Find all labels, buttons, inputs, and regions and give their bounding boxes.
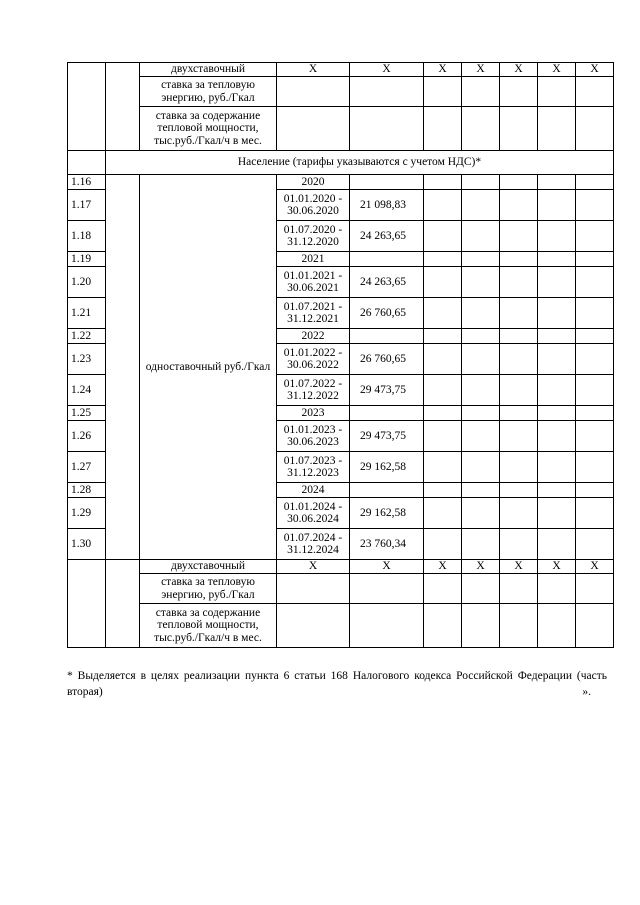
- cell-empty: [462, 574, 500, 604]
- cell-empty: [68, 560, 106, 648]
- tariff-value: 21 098,83: [350, 190, 424, 221]
- cell-empty: [576, 452, 614, 483]
- row-number: 1.20: [68, 267, 106, 298]
- x-cell: Х: [277, 63, 350, 77]
- row-number: 1.28: [68, 483, 106, 498]
- capacity-rate-label: ставка за содержание тепловой мощности, тыс.руб./Гкал/ч в мес.: [140, 604, 277, 648]
- cell-empty: [576, 267, 614, 298]
- cell-empty: [424, 452, 462, 483]
- tariff-value: [350, 329, 424, 344]
- cell-empty: [576, 344, 614, 375]
- single-rate-label: одноставочный руб./Гкал: [140, 175, 277, 560]
- cell-empty: [576, 298, 614, 329]
- cell-empty: [500, 604, 538, 648]
- period-cell: 01.01.2022 - 30.06.2022: [277, 344, 350, 375]
- period-cell: 01.01.2021 - 30.06.2021: [277, 267, 350, 298]
- period-cell: 01.07.2021 - 31.12.2021: [277, 298, 350, 329]
- cell-empty: [500, 529, 538, 560]
- x-cell: Х: [500, 560, 538, 574]
- x-cell: Х: [350, 560, 424, 574]
- cell-empty: [538, 574, 576, 604]
- cell-empty: [277, 574, 350, 604]
- cell-empty: [500, 175, 538, 190]
- row-number: 1.27: [68, 452, 106, 483]
- row-number: 1.24: [68, 375, 106, 406]
- cell-empty: [424, 190, 462, 221]
- cell-empty: [424, 175, 462, 190]
- tariff-table: [67, 62, 614, 648]
- cell-empty: [538, 190, 576, 221]
- period-cell: 01.07.2023 - 31.12.2023: [277, 452, 350, 483]
- cell-empty: [462, 344, 500, 375]
- population-header: Население (тарифы указываются с учетом НДС)*: [106, 151, 614, 175]
- cell-empty: [538, 298, 576, 329]
- cell-empty: [462, 190, 500, 221]
- row-number: 1.21: [68, 298, 106, 329]
- period-cell: 2023: [277, 406, 350, 421]
- cell-empty: [68, 151, 106, 175]
- footnote-text: * Выделяется в целях реализации пункта 6 статьи 168 Налогового кодекса Российской Федерации (часть вторая): [67, 670, 607, 698]
- cell-empty: [500, 498, 538, 529]
- cell-empty: [576, 574, 614, 604]
- x-cell: Х: [350, 63, 424, 77]
- row-number: 1.26: [68, 421, 106, 452]
- cell-empty: [576, 375, 614, 406]
- period-cell: 01.07.2020 - 31.12.2020: [277, 221, 350, 252]
- cell-empty: [424, 298, 462, 329]
- row-number: 1.23: [68, 344, 106, 375]
- capacity-rate-label: ставка за содержание тепловой мощности, тыс.руб./Гкал/ч в мес.: [140, 107, 277, 151]
- row-number: 1.18: [68, 221, 106, 252]
- cell-empty: [500, 221, 538, 252]
- table-row: [68, 175, 614, 190]
- period-cell: 01.01.2020 - 30.06.2020: [277, 190, 350, 221]
- row-number: 1.16: [68, 175, 106, 190]
- period-cell: 01.07.2024 - 31.12.2024: [277, 529, 350, 560]
- cell-empty: [277, 604, 350, 648]
- x-cell: Х: [424, 560, 462, 574]
- x-cell: Х: [576, 63, 614, 77]
- tariff-value: 24 263,65: [350, 221, 424, 252]
- tariff-value: 23 760,34: [350, 529, 424, 560]
- cell-empty: [576, 190, 614, 221]
- cell-empty: [500, 452, 538, 483]
- cell-empty: [424, 252, 462, 267]
- footnote: [67, 668, 607, 700]
- two-rate-label: двухставочный: [140, 63, 277, 77]
- cell-empty: [462, 421, 500, 452]
- cell-empty: [538, 267, 576, 298]
- period-cell: 2022: [277, 329, 350, 344]
- row-number: 1.17: [68, 190, 106, 221]
- cell-empty: [576, 483, 614, 498]
- cell-empty: [424, 574, 462, 604]
- cell-empty: [538, 452, 576, 483]
- cell-empty: [500, 483, 538, 498]
- period-cell: 2020: [277, 175, 350, 190]
- tariff-value: 29 162,58: [350, 498, 424, 529]
- period-cell: 01.07.2022 - 31.12.2022: [277, 375, 350, 406]
- cell-empty: [350, 574, 424, 604]
- cell-empty: [500, 252, 538, 267]
- cell-empty: [106, 175, 140, 560]
- cell-empty: [68, 63, 106, 151]
- cell-empty: [576, 529, 614, 560]
- row-number: 1.19: [68, 252, 106, 267]
- cell-empty: [538, 604, 576, 648]
- cell-empty: [462, 375, 500, 406]
- cell-empty: [576, 604, 614, 648]
- cell-empty: [462, 529, 500, 560]
- cell-empty: [462, 498, 500, 529]
- table-row: [68, 574, 614, 604]
- energy-rate-label: ставка за тепловую энергию, руб./Гкал: [140, 77, 277, 107]
- cell-empty: [538, 406, 576, 421]
- x-cell: Х: [538, 63, 576, 77]
- table-row: [68, 604, 614, 648]
- tariff-value: 24 263,65: [350, 267, 424, 298]
- cell-empty: [106, 560, 140, 648]
- cell-empty: [424, 406, 462, 421]
- tariff-value: 26 760,65: [350, 344, 424, 375]
- table-row: [68, 63, 614, 77]
- cell-empty: [538, 252, 576, 267]
- cell-empty: [538, 375, 576, 406]
- cell-empty: [424, 529, 462, 560]
- cell-empty: [576, 406, 614, 421]
- cell-empty: [462, 252, 500, 267]
- energy-rate-label: ставка за тепловую энергию, руб./Гкал: [140, 574, 277, 604]
- cell-empty: [576, 252, 614, 267]
- cell-empty: [462, 483, 500, 498]
- row-number: 1.22: [68, 329, 106, 344]
- cell-empty: [576, 175, 614, 190]
- x-cell: Х: [462, 63, 500, 77]
- cell-empty: [462, 298, 500, 329]
- footnote-closing: ».: [582, 686, 591, 698]
- cell-empty: [538, 529, 576, 560]
- cell-empty: [462, 604, 500, 648]
- row-number: 1.29: [68, 498, 106, 529]
- cell-empty: [462, 452, 500, 483]
- cell-empty: [538, 498, 576, 529]
- cell-empty: [424, 267, 462, 298]
- cell-empty: [462, 267, 500, 298]
- cell-empty: [106, 63, 140, 151]
- cell-empty: [538, 344, 576, 375]
- cell-empty: [462, 406, 500, 421]
- cell-empty: [500, 406, 538, 421]
- cell-empty: [538, 329, 576, 344]
- cell-empty: [350, 604, 424, 648]
- cell-empty: [500, 190, 538, 221]
- x-cell: Х: [462, 560, 500, 574]
- cell-empty: [424, 483, 462, 498]
- cell-empty: [576, 221, 614, 252]
- cell-empty: [424, 604, 462, 648]
- period-cell: 2024: [277, 483, 350, 498]
- x-cell: Х: [424, 63, 462, 77]
- cell-empty: [500, 421, 538, 452]
- tariff-value: [350, 483, 424, 498]
- tariff-value: 29 473,75: [350, 421, 424, 452]
- two-rate-label: двухставочный: [140, 560, 277, 574]
- cell-empty: [424, 375, 462, 406]
- cell-empty: [538, 483, 576, 498]
- cell-empty: [424, 421, 462, 452]
- tariff-value: 29 473,75: [350, 375, 424, 406]
- tariff-value: 29 162,58: [350, 452, 424, 483]
- tariff-table-body: [68, 63, 614, 648]
- period-cell: 01.01.2023 - 30.06.2023: [277, 421, 350, 452]
- tariff-value: [350, 406, 424, 421]
- row-number: 1.25: [68, 406, 106, 421]
- cell-empty: [576, 329, 614, 344]
- table-row: [68, 560, 614, 574]
- cell-empty: [500, 375, 538, 406]
- cell-empty: [462, 175, 500, 190]
- table-row: [68, 151, 614, 175]
- table-row: [68, 77, 614, 107]
- x-cell: Х: [576, 560, 614, 574]
- period-cell: 2021: [277, 252, 350, 267]
- tariff-value: [350, 252, 424, 267]
- cell-empty: [500, 329, 538, 344]
- cell-empty: [424, 498, 462, 529]
- period-cell: 01.01.2024 - 30.06.2024: [277, 498, 350, 529]
- cell-empty: [424, 221, 462, 252]
- cell-empty: [500, 267, 538, 298]
- table-row: [68, 107, 614, 151]
- cell-empty: [424, 344, 462, 375]
- tariff-value: [350, 175, 424, 190]
- cell-empty: [462, 329, 500, 344]
- cell-empty: [500, 298, 538, 329]
- cell-empty: [538, 421, 576, 452]
- cell-empty: [538, 221, 576, 252]
- cell-empty: [500, 574, 538, 604]
- x-cell: Х: [277, 560, 350, 574]
- cell-empty: [500, 344, 538, 375]
- cell-empty: [576, 498, 614, 529]
- cell-empty: [538, 175, 576, 190]
- cell-empty: [424, 329, 462, 344]
- x-cell: Х: [538, 560, 576, 574]
- cell-empty: [576, 421, 614, 452]
- x-cell: Х: [500, 63, 538, 77]
- tariff-value: 26 760,65: [350, 298, 424, 329]
- cell-empty: [462, 221, 500, 252]
- row-number: 1.30: [68, 529, 106, 560]
